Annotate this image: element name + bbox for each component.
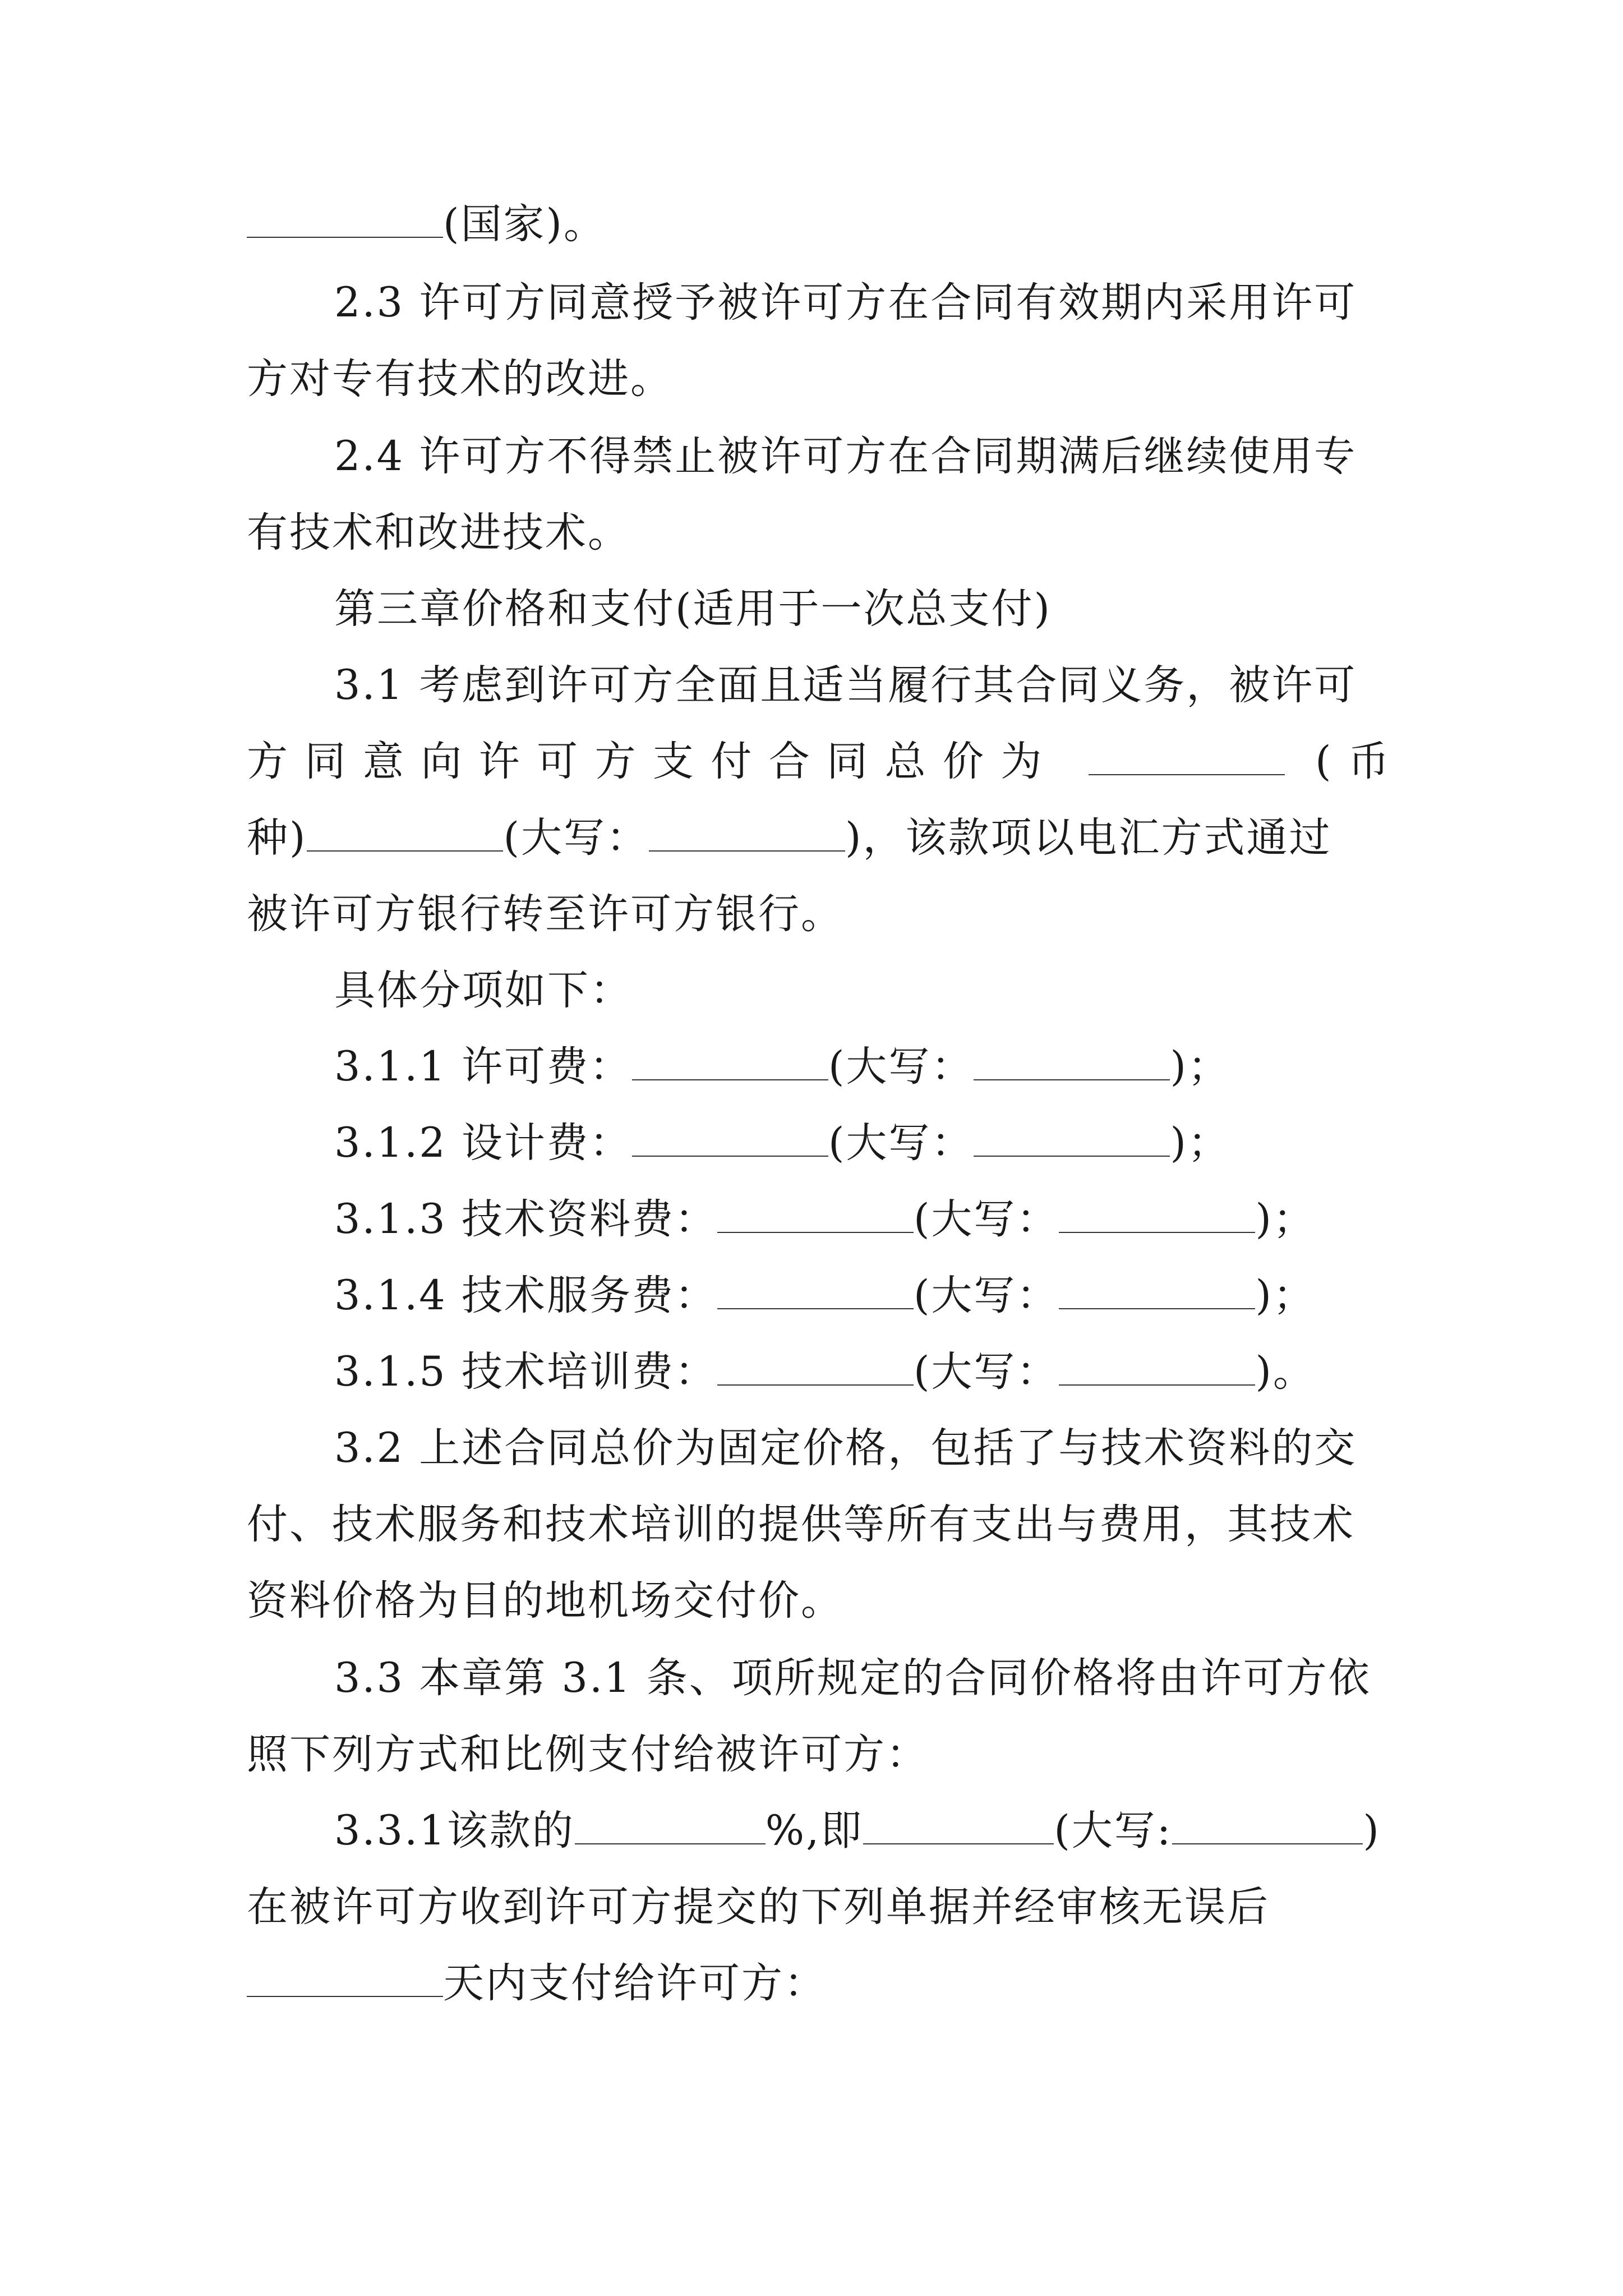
item-3-1-3 [334, 1191, 1478, 1248]
text-segment: ) [1363, 1807, 1381, 1855]
clause-2-4: 2.4 许可方不得禁止被许可方在合同期满后继续使用专 [334, 432, 1357, 480]
text-segment: (国家)。 [443, 200, 606, 248]
text-line: 资料价格为目的地机场交付价。 [247, 1577, 843, 1625]
text-segment: )； [1170, 1043, 1230, 1091]
fill-blank[interactable] [717, 1345, 914, 1386]
fill-blank[interactable] [1059, 1345, 1255, 1386]
clause-2-3: 2.3 许可方同意授予被许可方在合同有效期内采用许可 [334, 279, 1357, 326]
text-segment: 种) [247, 814, 307, 862]
text-line [247, 196, 1391, 252]
fill-blank[interactable] [575, 1804, 766, 1844]
text-segment: )，该款项以电汇方式通过 [845, 814, 1332, 862]
text-line [247, 1955, 1391, 2012]
text-segment: (大写： [503, 814, 649, 862]
text-segment: %,即 [765, 1807, 864, 1855]
text-segment: 3.1.3 技术资料费： [334, 1195, 717, 1243]
item-3-1-1 [334, 1039, 1478, 1095]
text-segment: (大写： [913, 1348, 1059, 1396]
text-segment: 天内支付给许可方： [443, 1959, 827, 2007]
text-segment: (大写： [913, 1272, 1059, 1319]
clause-3-2: 3.2 上述合同总价为固定价格，包括了与技术资料的交 [334, 1424, 1357, 1472]
item-3-3-1 [334, 1803, 1478, 1859]
fill-blank[interactable] [307, 811, 503, 852]
text-line: 照下列方式和比例支付给被许可方： [247, 1731, 929, 1778]
text-segment: 3.3.1该款的 [334, 1807, 575, 1855]
fill-blank[interactable] [974, 1116, 1170, 1157]
item-3-1-2 [334, 1115, 1478, 1171]
text-line: 付、技术服务和技术培训的提供等所有支出与费用，其技术 [247, 1501, 1355, 1548]
fill-blank[interactable] [1172, 1804, 1363, 1844]
text-line: 在被许可方收到许可方提交的下列单据并经审核无误后 [247, 1883, 1270, 1931]
text-segment: 3.1.2 设计费： [334, 1119, 632, 1167]
text-segment: )； [1170, 1119, 1230, 1167]
text-line: 被许可方银行转至许可方银行。 [247, 890, 843, 938]
text-segment: 方同意向许可方支付合同总价为 [247, 738, 1059, 785]
text-segment: (币 [1315, 738, 1391, 785]
chapter-heading: 第三章价格和支付(适用于一次总支付) [334, 585, 1052, 633]
text-segment: (大写： [828, 1119, 974, 1167]
text-segment: )； [1255, 1272, 1316, 1319]
fill-blank[interactable] [247, 197, 443, 238]
text-segment: )。 [1255, 1348, 1316, 1396]
text-segment: )； [1255, 1195, 1316, 1243]
fill-blank[interactable] [1089, 735, 1285, 775]
fill-blank[interactable] [649, 811, 845, 852]
text-segment: (大写： [828, 1043, 974, 1091]
fill-blank[interactable] [717, 1193, 914, 1233]
fill-blank[interactable] [974, 1040, 1170, 1080]
text-segment: 3.1.5 技术培训费： [334, 1348, 717, 1396]
fill-blank[interactable] [632, 1040, 828, 1080]
fill-blank[interactable] [863, 1804, 1054, 1844]
item-3-1-4 [334, 1268, 1478, 1324]
fill-blank[interactable] [1059, 1269, 1255, 1309]
text-line [247, 734, 1391, 790]
text-line: 方对专有技术的改进。 [247, 355, 673, 403]
text-line: 有技术和改进技术。 [247, 509, 630, 556]
text-segment: (大写： [913, 1195, 1059, 1243]
item-3-1-5 [334, 1344, 1478, 1400]
fill-blank[interactable] [717, 1269, 914, 1309]
fill-blank[interactable] [632, 1116, 828, 1157]
clause-3-1: 3.1 考虑到许可方全面且适当履行其合同义务，被许可 [334, 661, 1357, 709]
clause-3-3: 3.3 本章第 3.1 条、项所规定的合同价格将由许可方依 [334, 1654, 1371, 1702]
fill-blank[interactable] [247, 1957, 443, 1997]
text-line [247, 810, 1391, 866]
text-segment: 3.1.1 许可费： [334, 1043, 632, 1091]
text-segment: 3.1.4 技术服务费： [334, 1272, 717, 1319]
fill-blank[interactable] [1059, 1193, 1255, 1233]
text-line: 具体分项如下： [334, 967, 633, 1014]
text-segment: (大写: [1054, 1807, 1173, 1855]
